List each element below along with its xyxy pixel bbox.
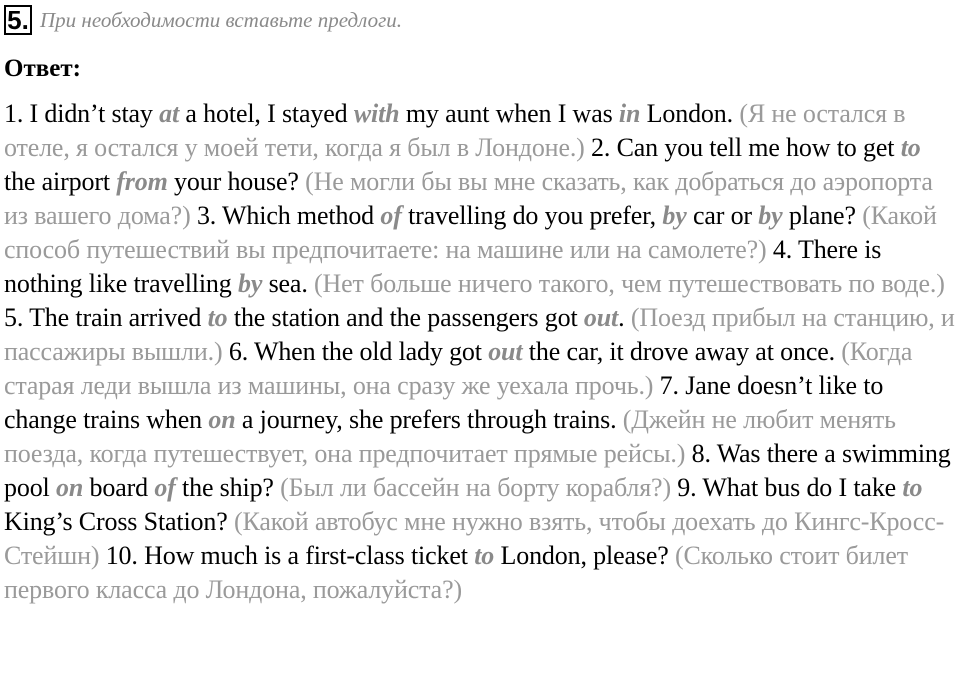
english-text: 7. Jane doesn’t like to change trains when: [4, 371, 884, 434]
inserted-preposition: of: [154, 473, 176, 502]
english-text: car or: [686, 201, 759, 230]
inserted-preposition: on: [55, 473, 84, 502]
english-text: my aunt when I was: [399, 99, 619, 128]
exercise-number: 5.: [4, 5, 32, 35]
answer-label: Ответ:: [4, 55, 81, 82]
english-text: 9. What bus do I take: [670, 473, 903, 502]
inserted-preposition: of: [380, 201, 402, 230]
english-text: a hotel, I stayed: [179, 99, 354, 128]
english-text: the ship?: [175, 473, 281, 502]
inserted-preposition: to: [902, 473, 923, 502]
inserted-preposition: out: [583, 303, 619, 332]
inserted-preposition: in: [618, 99, 641, 128]
english-text: a journey, she prefers through trains.: [235, 405, 623, 434]
inserted-preposition: by: [758, 201, 783, 230]
russian-translation: (Был ли бассейн на борту корабля?): [280, 473, 671, 502]
english-text: 2. Can you tell me how to get: [584, 133, 901, 162]
english-text: 5. The train arrived: [4, 303, 208, 332]
english-text: 10. How much is a first-class ticket: [99, 541, 475, 570]
russian-translation: (Джейн не любит менять поезда, когда путешествует, она предпочитает прямые рейсы.): [4, 405, 896, 468]
english-text: plane?: [782, 201, 863, 230]
inserted-preposition: to: [900, 133, 921, 162]
russian-translation: (Какой автобус мне нужно взять, чтобы доехать до Кингс-Кросс-Стейшн): [4, 507, 945, 570]
english-text: London, please?: [494, 541, 675, 570]
inserted-preposition: on: [208, 405, 236, 434]
russian-translation: (Нет больше ничего такого, чем путешествовать по воде.): [314, 269, 945, 298]
russian-translation: (Сколько стоит билет первого класса до Лондона, пожалуйста?): [4, 541, 908, 604]
english-text: your house?: [167, 167, 306, 196]
russian-translation: (Не могли бы вы мне сказать, как добраться до аэропорта из вашего дома?): [4, 167, 933, 230]
english-text: the airport: [4, 167, 117, 196]
english-text: .: [618, 303, 631, 332]
english-text: 3. Which method: [190, 201, 381, 230]
exercise-header: [4, 2, 402, 38]
russian-translation: (Когда старая леди вышла из машины, она сразу же уехала прочь.): [4, 337, 913, 400]
english-text: London.: [640, 99, 740, 128]
english-text: board: [83, 473, 155, 502]
inserted-preposition: from: [116, 167, 168, 196]
inserted-preposition: by: [662, 201, 687, 230]
english-text: 1. I didn’t stay: [4, 99, 160, 128]
english-text: the car, it drove away at once.: [522, 337, 842, 366]
inserted-preposition: at: [159, 99, 180, 128]
english-text: the station and the passengers got: [227, 303, 584, 332]
russian-translation: (Поезд прибыл на станцию, и пассажиры вышли.): [4, 303, 955, 366]
answer-text: [4, 97, 957, 607]
english-text: King’s Cross Station?: [4, 507, 234, 536]
inserted-preposition: out: [488, 337, 523, 366]
english-text: 6. When the old lady got: [222, 337, 489, 366]
inserted-preposition: to: [474, 541, 495, 570]
english-text: 4. There is nothing like travelling: [4, 235, 882, 298]
english-text: travelling do you prefer,: [401, 201, 663, 230]
exercise-instruction: При необходимости вставьте предлоги.: [40, 7, 403, 32]
inserted-preposition: by: [237, 269, 263, 298]
russian-translation: (Какой способ путешествий вы предпочитаете: на машине или на самолете?): [4, 201, 937, 264]
inserted-preposition: with: [353, 99, 400, 128]
english-text: sea.: [262, 269, 315, 298]
inserted-preposition: to: [207, 303, 228, 332]
russian-translation: (Я не остался в отеле, я остался у моей тети, когда я был в Лондоне.): [4, 99, 906, 162]
english-text: 8. Was there a swimming pool: [4, 439, 951, 502]
